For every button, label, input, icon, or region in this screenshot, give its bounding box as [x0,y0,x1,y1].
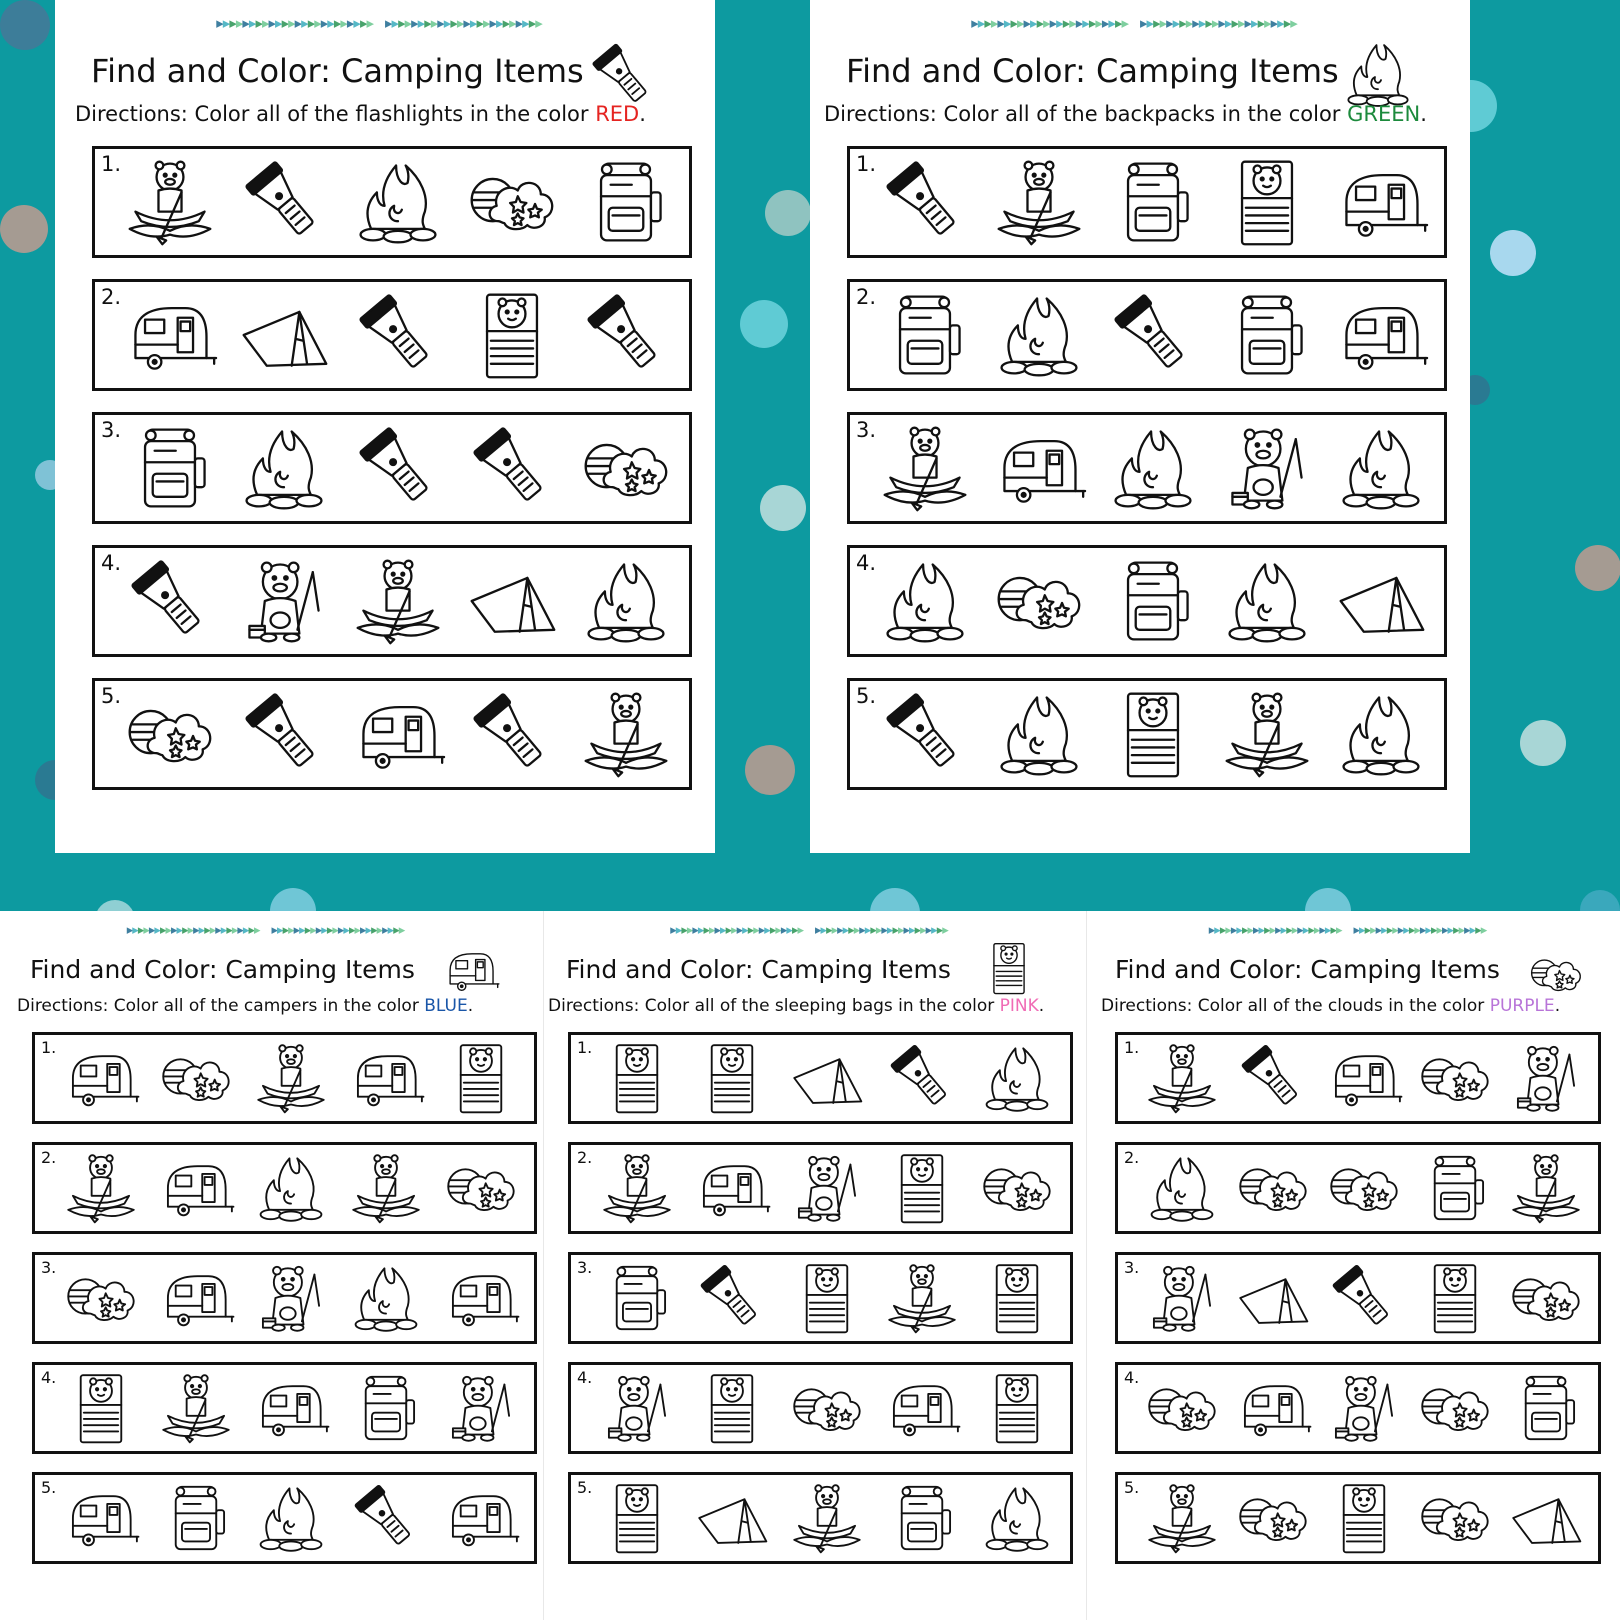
flashlight-icon[interactable] [227,681,341,787]
item-row-2 [568,1142,1073,1234]
moon-cloud-icon[interactable] [1410,1035,1501,1121]
bear-canoe-icon[interactable] [148,1365,243,1451]
item-row-5 [568,1472,1073,1564]
moon-cloud-icon[interactable] [1227,1145,1318,1231]
item-row-3 [32,1252,537,1344]
backpack-icon[interactable] [874,1475,969,1561]
camper-icon[interactable] [982,415,1096,521]
background-dot [0,205,48,253]
backpack-icon[interactable] [338,1365,433,1451]
moon-cloud-icon[interactable] [1501,1255,1592,1341]
camper-icon[interactable] [338,1035,433,1121]
backpack-icon[interactable] [569,149,683,255]
tent-icon[interactable] [684,1475,779,1561]
background-dot [1520,720,1566,766]
sleeping-bag-icon[interactable] [1318,1475,1409,1561]
campfire-icon[interactable] [569,548,683,654]
flashlight-icon[interactable] [455,681,569,787]
color-word: PINK [999,996,1039,1016]
campfire-icon[interactable] [227,415,341,521]
arrow-border-decoration: ▸▸▸▸▸▸▸▸▸▸▸▸▸▸▸▸▸▸▸▸▸▸▸▸ ▸▸▸▸▸▸▸▸▸▸▸▸▸▸▸▸▸▸▸▸▸▸▸▸ [670,923,948,938]
worksheet-backpacks [810,0,1470,853]
flashlight-icon[interactable] [874,1035,969,1121]
arrow-border-decoration: ▸▸▸▸▸▸▸▸▸▸▸▸▸▸▸▸▸▸▸▸▸▸▸▸ ▸▸▸▸▸▸▸▸▸▸▸▸▸▸▸▸▸▸▸▸▸▸▸▸ [1208,923,1487,938]
row-number: 2. [101,285,122,309]
row-number: 1. [1124,1038,1140,1057]
page-title: Find and Color: Camping Items [566,955,951,984]
item-row-4 [32,1362,537,1454]
item-row-5 [1115,1472,1601,1564]
row-number: 1. [856,152,877,176]
row-number: 4. [41,1368,57,1387]
flashlight-icon[interactable] [338,1475,433,1561]
sleeping-bag-icon[interactable] [874,1145,969,1231]
flashlight-icon[interactable] [341,415,455,521]
bear-canoe-icon[interactable] [243,1035,338,1121]
camper-icon[interactable] [53,1475,148,1561]
item-row-3 [1115,1252,1601,1344]
item-row-1 [1115,1032,1601,1124]
camper-icon[interactable] [684,1145,779,1231]
tent-icon[interactable] [779,1035,874,1121]
campfire-icon[interactable] [1096,415,1210,521]
campfire-icon[interactable] [1324,415,1438,521]
directions-prefix: Directions: Color all of the sleeping bags in the color [548,996,1000,1016]
camper-icon[interactable] [433,1475,528,1561]
bear-canoe-icon[interactable] [113,149,227,255]
sleeping-bag-icon[interactable] [779,1255,874,1341]
moon-cloud-icon[interactable] [113,681,227,787]
row-number: 5. [101,684,122,708]
color-word: PURPLE [1489,996,1555,1016]
bear-fishing-icon[interactable] [227,548,341,654]
tent-icon[interactable] [455,548,569,654]
camper-icon[interactable] [148,1145,243,1231]
directions-prefix: Directions: Color all of the backpacks in the color [824,102,1348,126]
background-dot [760,485,806,531]
directions-text [1101,996,1560,1016]
bear-fishing-icon[interactable] [1318,1365,1409,1451]
flashlight-icon[interactable] [1227,1035,1318,1121]
camper-icon[interactable] [341,681,455,787]
row-number: 2. [856,285,877,309]
sleeping-bag-icon[interactable] [969,1255,1064,1341]
bear-canoe-icon[interactable] [589,1145,684,1231]
row-number: 4. [1124,1368,1140,1387]
item-row-4 [847,545,1447,657]
sleeping-bag-icon[interactable] [684,1365,779,1451]
directions-prefix: Directions: Color all of the campers in the color [17,996,425,1016]
color-word: GREEN [1347,102,1421,126]
item-row-2 [32,1142,537,1234]
moon-cloud-icon[interactable] [53,1255,148,1341]
item-row-3 [568,1252,1073,1344]
row-number: 4. [577,1368,593,1387]
row-number: 5. [577,1478,593,1497]
sleeping-bag-icon[interactable] [969,1365,1064,1451]
campfire-icon[interactable] [1136,1145,1227,1231]
row-number: 2. [41,1148,57,1167]
flashlight-icon[interactable] [1318,1255,1409,1341]
row-number: 3. [856,418,877,442]
tent-icon[interactable] [1227,1255,1318,1341]
bear-canoe-icon[interactable] [868,415,982,521]
directions-suffix: . [467,996,474,1016]
bear-canoe-icon[interactable] [874,1255,969,1341]
camper-icon[interactable] [148,1255,243,1341]
bear-canoe-icon[interactable] [779,1475,874,1561]
item-row-1 [32,1032,537,1124]
row-number: 4. [856,551,877,575]
backpack-icon[interactable] [1501,1365,1592,1451]
flashlight-icon[interactable] [113,548,227,654]
sleeping-bag-icon[interactable] [589,1475,684,1561]
campfire-icon[interactable] [341,149,455,255]
sleeping-bag-icon[interactable] [1410,1255,1501,1341]
background-dot [765,190,811,236]
row-number: 2. [1124,1148,1140,1167]
camper-icon[interactable] [243,1365,338,1451]
campfire-icon[interactable] [1324,681,1438,787]
flashlight-icon[interactable] [1096,282,1210,388]
moon-cloud-icon[interactable] [569,415,683,521]
backpack-icon[interactable] [148,1475,243,1561]
sleeping-bag-icon[interactable] [589,1035,684,1121]
bear-fishing-icon[interactable] [1136,1255,1227,1341]
sleeping-bag-icon [980,939,1038,1001]
item-row-4 [1115,1362,1601,1454]
moon-cloud-icon[interactable] [1227,1475,1318,1561]
tent-icon[interactable] [1324,548,1438,654]
bear-fishing-icon[interactable] [433,1365,528,1451]
camper-icon[interactable] [433,1255,528,1341]
item-row-1 [92,146,692,258]
row-number: 1. [101,152,122,176]
bear-canoe-icon[interactable] [569,681,683,787]
item-row-5 [32,1472,537,1564]
page-title: Find and Color: Camping Items [846,52,1339,90]
row-number: 3. [577,1258,593,1277]
moon-cloud-icon[interactable] [455,149,569,255]
bear-fishing-icon[interactable] [243,1255,338,1341]
worksheet-sleeping-bags [543,911,1086,1620]
flashlight-icon[interactable] [341,282,455,388]
campfire-icon[interactable] [969,1475,1064,1561]
camper-icon[interactable] [874,1365,969,1451]
directions-suffix: . [1554,996,1561,1016]
campfire-icon[interactable] [1210,548,1324,654]
backpack-icon[interactable] [589,1255,684,1341]
item-row-3 [847,412,1447,524]
row-number: 1. [577,1038,593,1057]
moon-cloud-icon[interactable] [779,1365,874,1451]
bear-fishing-icon[interactable] [589,1365,684,1451]
sleeping-bag-icon[interactable] [433,1035,528,1121]
directions-suffix: . [639,102,646,126]
moon-cloud-icon[interactable] [982,548,1096,654]
bear-fishing-icon[interactable] [779,1145,874,1231]
backpack-icon[interactable] [1096,548,1210,654]
tent-icon[interactable] [1501,1475,1592,1561]
campfire-icon[interactable] [969,1035,1064,1121]
campfire-icon[interactable] [868,548,982,654]
directions-text [548,996,1044,1016]
bear-canoe-icon[interactable] [341,548,455,654]
directions-text [75,102,646,126]
directions-text [824,102,1427,126]
sleeping-bag-icon[interactable] [684,1035,779,1121]
row-number: 3. [101,418,122,442]
moon-cloud-icon[interactable] [1136,1365,1227,1451]
row-number: 5. [856,684,877,708]
camper-icon[interactable] [53,1035,148,1121]
bear-fishing-icon[interactable] [1501,1035,1592,1121]
sleeping-bag-icon[interactable] [1210,149,1324,255]
camper-icon[interactable] [1227,1365,1318,1451]
campfire-icon[interactable] [982,681,1096,787]
row-number: 3. [1124,1258,1140,1277]
worksheet-flashlights [55,0,715,853]
item-row-2 [847,279,1447,391]
bear-canoe-icon[interactable] [338,1145,433,1231]
campfire-icon[interactable] [243,1145,338,1231]
item-row-1 [847,146,1447,258]
moon-cloud-icon[interactable] [433,1145,528,1231]
item-row-2 [92,279,692,391]
background-dot [745,745,795,795]
bear-canoe-icon[interactable] [53,1145,148,1231]
item-row-4 [92,545,692,657]
page-title: Find and Color: Camping Items [30,955,415,984]
directions-prefix: Directions: Color all of the clouds in the color [1101,996,1490,1016]
sleeping-bag-icon[interactable] [53,1365,148,1451]
item-row-1 [568,1032,1073,1124]
worksheet-clouds [1086,911,1620,1620]
sleeping-bag-icon[interactable] [455,282,569,388]
directions-suffix: . [1420,102,1427,126]
moon-cloud-icon[interactable] [1410,1475,1501,1561]
item-row-4 [568,1362,1073,1454]
bear-canoe-icon[interactable] [1501,1145,1592,1231]
directions-prefix: Directions: Color all of the flashlights in the color [75,102,596,126]
sleeping-bag-icon[interactable] [1096,681,1210,787]
row-number: 1. [41,1038,57,1057]
campfire-icon[interactable] [982,282,1096,388]
item-row-2 [1115,1142,1601,1234]
bear-canoe-icon[interactable] [1136,1035,1227,1121]
flashlight-icon[interactable] [684,1255,779,1341]
camper-icon[interactable] [1318,1035,1409,1121]
bear-canoe-icon[interactable] [1210,681,1324,787]
row-number: 3. [41,1258,57,1277]
background-dot [0,0,50,50]
camper-icon [442,941,500,1003]
item-row-3 [92,412,692,524]
row-number: 5. [1124,1478,1140,1497]
camper-icon[interactable] [113,282,227,388]
arrow-border-decoration: ▸▸▸▸▸▸▸▸▸▸▸▸▸▸▸▸▸▸▸▸▸▸▸▸ ▸▸▸▸▸▸▸▸▸▸▸▸▸▸▸▸▸▸▸▸▸▸▸▸ [216,14,542,32]
background-dot [1575,545,1620,591]
camper-icon[interactable] [1324,282,1438,388]
page-title: Find and Color: Camping Items [1115,955,1500,984]
item-row-5 [92,678,692,790]
campfire-icon[interactable] [338,1255,433,1341]
campfire-icon[interactable] [243,1475,338,1561]
color-word: BLUE [424,996,468,1016]
backpack-icon[interactable] [1096,149,1210,255]
arrow-border-decoration: ▸▸▸▸▸▸▸▸▸▸▸▸▸▸▸▸▸▸▸▸▸▸▸▸ ▸▸▸▸▸▸▸▸▸▸▸▸▸▸▸▸▸▸▸▸▸▸▸▸ [971,14,1297,32]
moon-cloud-icon[interactable] [969,1145,1064,1231]
color-word: RED [595,102,640,126]
flashlight-icon[interactable] [455,415,569,521]
tent-icon[interactable] [227,282,341,388]
moon-cloud-icon[interactable] [148,1035,243,1121]
worksheet-campers [0,911,543,1620]
moon-cloud-icon[interactable] [1318,1145,1409,1231]
backpack-icon[interactable] [1410,1145,1501,1231]
backpack-icon[interactable] [868,282,982,388]
row-number: 5. [41,1478,57,1497]
background-dot [740,300,788,348]
item-row-5 [847,678,1447,790]
bear-fishing-icon[interactable] [1210,415,1324,521]
camper-icon[interactable] [1324,149,1438,255]
row-number: 2. [577,1148,593,1167]
flashlight-icon[interactable] [868,681,982,787]
backpack-icon[interactable] [1210,282,1324,388]
row-number: 4. [101,551,122,575]
background-dot [1490,230,1536,276]
moon-cloud-icon[interactable] [1410,1365,1501,1451]
directions-text [17,996,473,1016]
arrow-border-decoration: ▸▸▸▸▸▸▸▸▸▸▸▸▸▸▸▸▸▸▸▸▸▸▸▸ ▸▸▸▸▸▸▸▸▸▸▸▸▸▸▸▸▸▸▸▸▸▸▸▸ [126,923,405,938]
flashlight-icon[interactable] [569,282,683,388]
flashlight-icon[interactable] [868,149,982,255]
directions-suffix: . [1038,996,1045,1016]
bear-canoe-icon[interactable] [982,149,1096,255]
flashlight-icon[interactable] [227,149,341,255]
backpack-icon[interactable] [113,415,227,521]
bear-canoe-icon[interactable] [1136,1475,1227,1561]
page-title: Find and Color: Camping Items [91,52,584,90]
